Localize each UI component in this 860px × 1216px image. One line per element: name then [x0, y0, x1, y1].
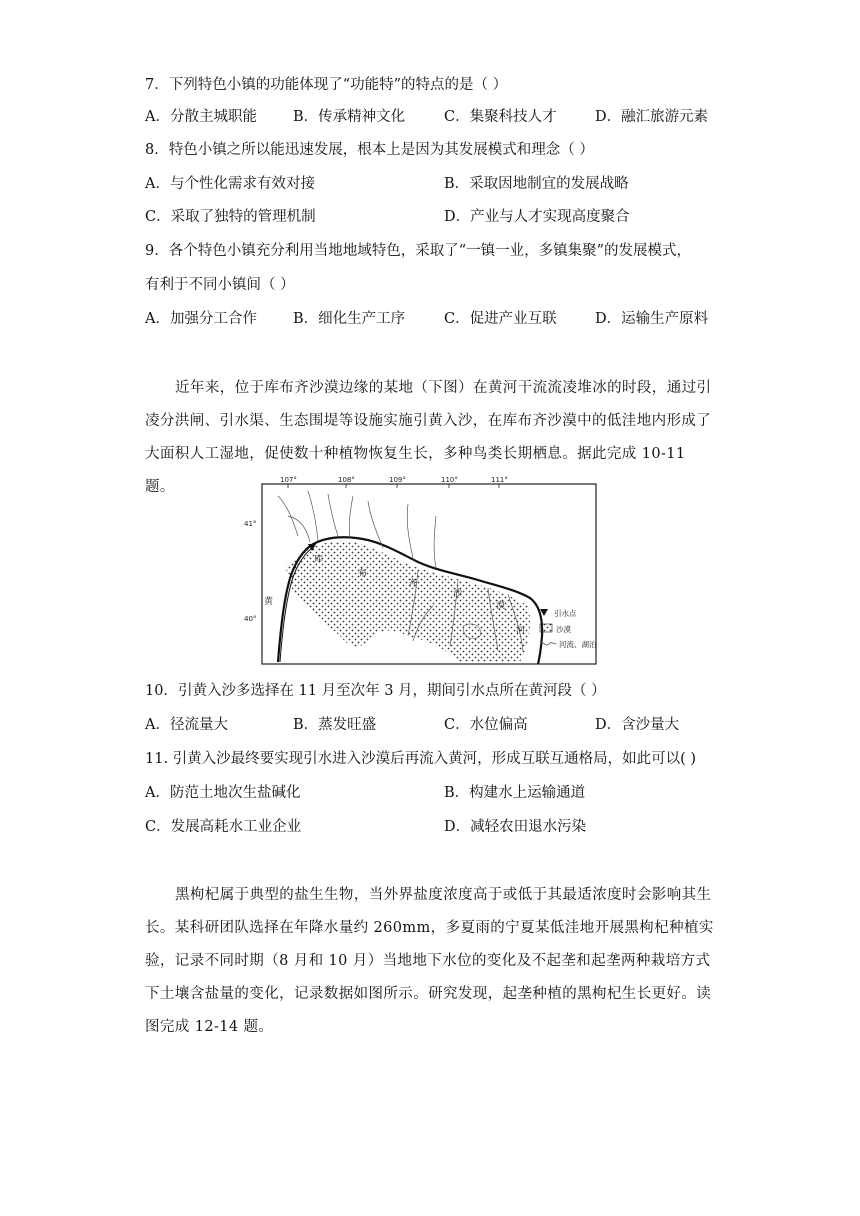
q8-option-d: D．产业与人才实现高度聚合 [444, 209, 630, 225]
q8-option-c: C．采取了独特的管理机制 [145, 209, 316, 225]
question-9-stem-line-1: 9．各个特色小镇充分利用当地地域特色，采取了“一镇一业，多镇集聚”的发展模式， [145, 243, 692, 259]
q7-option-a: A．分散主城职能 [145, 109, 257, 125]
q10-option-d: D．含沙量大 [595, 717, 680, 733]
desert-char-2: 布 [358, 569, 368, 579]
lon-label-107: 107° [280, 476, 297, 484]
passage-kubuqi-desert: 近年来，位于库布齐沙漠边缘的某地（下图）在黄河干流流凌堆冰的时段，通过引凌分洪闸、引水渠、生态围堤等设施实施引黄入沙，在库布齐沙漠中的低洼地内形成了大面积人工湿地，促使数十种植物恢复生长，多种鸟类长期栖息。据此完成 10-11 题。 [145, 380, 712, 495]
desert-char-1: 库 [314, 555, 324, 565]
q11-option-c: C．发展高耗水工业企业 [145, 819, 302, 835]
question-8-stem: 8．特色小镇之所以能迅速发展，根本上是因为其发展模式和理念（ ） [145, 142, 594, 158]
lon-label-109: 109° [389, 476, 406, 484]
q11-option-d: D．减轻农田退水污染 [444, 819, 587, 835]
q9-option-c: C．促进产业互联 [444, 311, 557, 327]
question-10-stem: 10．引黄入沙多选择在 11 月至次年 3 月，期间引水点所在黄河段（ ） [145, 683, 606, 699]
q9-option-b: B．细化生产工序 [293, 311, 406, 327]
q10-option-c: C．水位偏高 [444, 717, 528, 733]
desert-char-3: 齐 [408, 579, 418, 589]
river-char-1: 黄 [264, 597, 274, 607]
river-char-2: 河 [516, 626, 526, 636]
desert-char-4: 沙 [453, 589, 463, 599]
question-7-stem: 7．下列特色小镇的功能体现了“功能特”的特点的是（ ） [145, 77, 508, 93]
q9-option-a: A．加强分工合作 [145, 311, 257, 327]
kubuqi-map-svg [244, 476, 600, 666]
legend-intake-label: 引水点 [554, 609, 577, 618]
q11-option-b: B．构建水上运输通道 [444, 785, 586, 801]
q10-option-b: B．蒸发旺盛 [293, 717, 377, 733]
lon-label-108: 108° [338, 476, 355, 484]
lon-label-111: 111° [491, 476, 508, 484]
question-11-stem: 11. 引黄入沙最终要实现引水进入沙漠后再流入黄河，形成互联互通格局，如此可以( ) [145, 751, 697, 767]
passage-black-wolfberry: 黑枸杞属于典型的盐生生物，当外界盐度浓度高于或低于其最适浓度时会影响其生长。某科研团队选择在年降水量约 260mm，多夏雨的宁夏某低洼地开展黑枸杞种植实验，记录不同时期（8 月和 10 月）当地地下水位的变化及不起垄和起垄两种栽培方式下土壤含盐量的变化，记录数据如图所示。研究发现，起垄种植的黑枸杞生长更好。读图完成 12-14 题。 [145, 887, 714, 1035]
lon-label-110: 110° [441, 476, 458, 484]
q7-option-b: B．传承精神文化 [293, 109, 406, 125]
q11-option-a: A．防范土地次生盐碱化 [145, 785, 301, 801]
q7-option-c: C．集聚科技人才 [444, 109, 557, 125]
legend-desert-swatch [540, 624, 552, 632]
lat-label-41: 41° [244, 520, 257, 528]
desert-char-5: 漠 [496, 601, 506, 611]
legend-desert-label: 沙漠 [556, 625, 571, 634]
q8-option-b: B．采取因地制宜的发展战略 [444, 176, 629, 192]
q7-option-d: D．融汇旅游元素 [595, 109, 709, 125]
lat-label-40: 40° [244, 615, 257, 623]
map-figure [244, 476, 600, 666]
q10-option-a: A．径流量大 [145, 717, 228, 733]
question-9-stem-line-2: 有利于不同小镇间（ ） [145, 277, 295, 293]
legend-river-label: 河流、湖泊 [559, 640, 597, 649]
q9-option-d: D．运输生产原料 [595, 311, 709, 327]
q8-option-a: A．与个性化需求有效对接 [145, 176, 315, 192]
